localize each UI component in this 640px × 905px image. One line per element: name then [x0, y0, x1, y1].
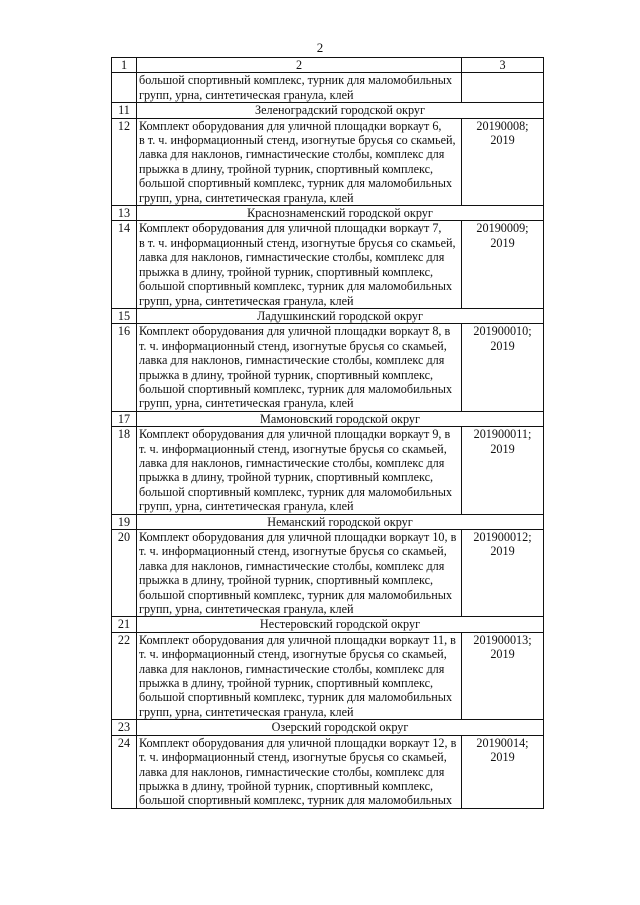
description-line: большой спортивный комплекс, турник для маломобильных: [139, 279, 453, 294]
code-line: 2019: [490, 544, 515, 559]
row-number: 14: [112, 221, 137, 308]
description-line: Комплект оборудования для уличной площадки воркаут 8, в: [139, 324, 451, 339]
row-number: 18: [112, 427, 137, 514]
description-line: прыжка в длину, тройной турник, спортивный комплекс,: [139, 573, 434, 588]
description-line: большой спортивный комплекс, турник для маломобильных: [139, 73, 453, 88]
description-line: т. ч. информационный стенд, изогнутые брусья со скамьей,: [139, 750, 447, 765]
item-code: [462, 324, 544, 411]
description-line: групп, урна, синтетическая гранула, клей: [139, 396, 354, 411]
item-code: [462, 530, 544, 617]
row-number: [112, 73, 137, 103]
row-number: 12: [112, 118, 137, 205]
code-line: 20190014;: [476, 735, 529, 750]
description-line: лавка для наклонов, гимнастические столбы, комплекс для: [139, 764, 445, 779]
code-line: 2019: [490, 338, 515, 353]
row-number: 21: [112, 617, 137, 632]
description-line: большой спортивный комплекс, турник для маломобильных: [139, 690, 453, 705]
description-line: т. ч. информационный стенд, изогнутые брусья со скамьей,: [139, 338, 447, 353]
row-number: 13: [112, 206, 137, 221]
district-name: Мамоновский городской округ: [137, 411, 544, 426]
district-row: [112, 514, 544, 529]
district-name: Зеленоградский городской округ: [137, 103, 544, 118]
code-line: 2019: [490, 235, 515, 250]
item-description: [137, 530, 462, 617]
item-code: [462, 73, 544, 103]
item-description: [137, 735, 462, 808]
code-line: 2019: [490, 133, 515, 148]
description-line: в т. ч. информационный стенд, изогнутые брусья со скамьей,: [139, 235, 456, 250]
description-line: Комплект оборудования для уличной площадки воркаут 11, в: [139, 632, 456, 647]
item-description: [137, 118, 462, 205]
row-number: 19: [112, 514, 137, 529]
item-code: [462, 427, 544, 514]
item-row: [112, 632, 544, 719]
description-line: большой спортивный комплекс, турник для маломобильных: [139, 484, 453, 499]
item-row: [112, 118, 544, 205]
item-row: [112, 221, 544, 308]
row-number: 24: [112, 735, 137, 808]
district-name: Неманский городской округ: [137, 514, 544, 529]
district-row: [112, 103, 544, 118]
description-line: в т. ч. информационный стенд, изогнутые брусья со скамьей,: [139, 133, 456, 148]
header-col-2: 2: [137, 58, 462, 73]
description-line: т. ч. информационный стенд, изогнутые брусья со скамьей,: [139, 647, 447, 662]
item-description: [137, 73, 462, 103]
description-line: Комплект оборудования для уличной площадки воркаут 7,: [139, 221, 442, 236]
item-description: [137, 324, 462, 411]
row-number: 20: [112, 530, 137, 617]
description-line: групп, урна, синтетическая гранула, клей: [139, 704, 354, 719]
equipment-table: [111, 57, 544, 809]
district-name: Ладушкинский городской округ: [137, 308, 544, 323]
district-row: [112, 206, 544, 221]
item-row: [112, 73, 544, 103]
description-line: прыжка в длину, тройной турник, спортивный комплекс,: [139, 367, 434, 382]
item-code: [462, 118, 544, 205]
row-number: 23: [112, 720, 137, 735]
page-number: 2: [316, 40, 324, 55]
header-col-3: 3: [462, 58, 544, 73]
table-header-row: [112, 58, 544, 73]
description-line: лавка для наклонов, гимнастические столбы, комплекс для: [139, 250, 445, 265]
code-line: 201900012;: [473, 530, 532, 544]
description-line: групп, урна, синтетическая гранула, клей: [139, 87, 354, 102]
description-line: большой спортивный комплекс, турник для маломобильных: [139, 381, 453, 396]
code-line: 20190008;: [476, 118, 529, 133]
code-line: 2019: [490, 750, 515, 765]
item-description: [137, 221, 462, 308]
description-line: т. ч. информационный стенд, изогнутые брусья со скамьей,: [139, 441, 447, 456]
district-name: Нестеровский городской округ: [137, 617, 544, 632]
description-line: лавка для наклонов, гимнастические столбы, комплекс для: [139, 147, 445, 162]
description-line: т. ч. информационный стенд, изогнутые брусья со скамьей,: [139, 544, 447, 559]
description-line: большой спортивный комплекс, турник для маломобильных: [139, 176, 453, 191]
description-line: Комплект оборудования для уличной площадки воркаут 9, в: [139, 427, 451, 442]
district-name: Краснознаменский городской округ: [137, 206, 544, 221]
item-row: [112, 324, 544, 411]
code-line: 201900011;: [473, 427, 532, 442]
item-row: [112, 530, 544, 617]
district-row: [112, 411, 544, 426]
table-body: [112, 58, 544, 809]
row-number: 17: [112, 411, 137, 426]
item-code: [462, 735, 544, 808]
district-row: [112, 617, 544, 632]
description-line: прыжка в длину, тройной турник, спортивный комплекс,: [139, 264, 434, 279]
row-number: 22: [112, 632, 137, 719]
description-line: большой спортивный комплекс, турник для маломобильных: [139, 587, 453, 602]
description-line: лавка для наклонов, гимнастические столбы, комплекс для: [139, 661, 445, 676]
description-line: групп, урна, синтетическая гранула, клей: [139, 190, 354, 205]
description-line: большой спортивный комплекс, турник для маломобильных: [139, 793, 453, 808]
description-line: групп, урна, синтетическая гранула, клей: [139, 499, 354, 514]
description-line: групп, урна, синтетическая гранула, клей: [139, 293, 354, 308]
district-row: [112, 720, 544, 735]
code-line: 201900013;: [473, 632, 532, 647]
description-line: лавка для наклонов, гимнастические столбы, комплекс для: [139, 353, 445, 368]
item-description: [137, 427, 462, 514]
row-number: 11: [112, 103, 137, 118]
description-line: прыжка в длину, тройной турник, спортивный комплекс,: [139, 470, 434, 485]
code-line: 2019: [490, 647, 515, 662]
description-line: прыжка в длину, тройной турник, спортивный комплекс,: [139, 676, 434, 691]
description-line: прыжка в длину, тройной турник, спортивный комплекс,: [139, 161, 434, 176]
description-line: Комплект оборудования для уличной площадки воркаут 10, в: [139, 530, 457, 544]
code-line: 2019: [490, 441, 515, 456]
description-line: групп, урна, синтетическая гранула, клей: [139, 602, 354, 617]
code-line: 201900010;: [473, 324, 532, 339]
item-code: [462, 632, 544, 719]
description-line: прыжка в длину, тройной турник, спортивный комплекс,: [139, 778, 434, 793]
description-line: Комплект оборудования для уличной площадки воркаут 6,: [139, 118, 442, 133]
header-col-1: 1: [112, 58, 137, 73]
item-row: [112, 735, 544, 808]
item-code: [462, 221, 544, 308]
description-line: Комплект оборудования для уличной площадки воркаут 12, в: [139, 735, 457, 750]
district-row: [112, 308, 544, 323]
row-number: 15: [112, 308, 137, 323]
code-line: 20190009;: [476, 221, 529, 236]
description-line: лавка для наклонов, гимнастические столбы, комплекс для: [139, 455, 445, 470]
row-number: 16: [112, 324, 137, 411]
item-description: [137, 632, 462, 719]
district-name: Озерский городской округ: [137, 720, 544, 735]
item-row: [112, 427, 544, 514]
description-line: лавка для наклонов, гимнастические столбы, комплекс для: [139, 558, 445, 573]
